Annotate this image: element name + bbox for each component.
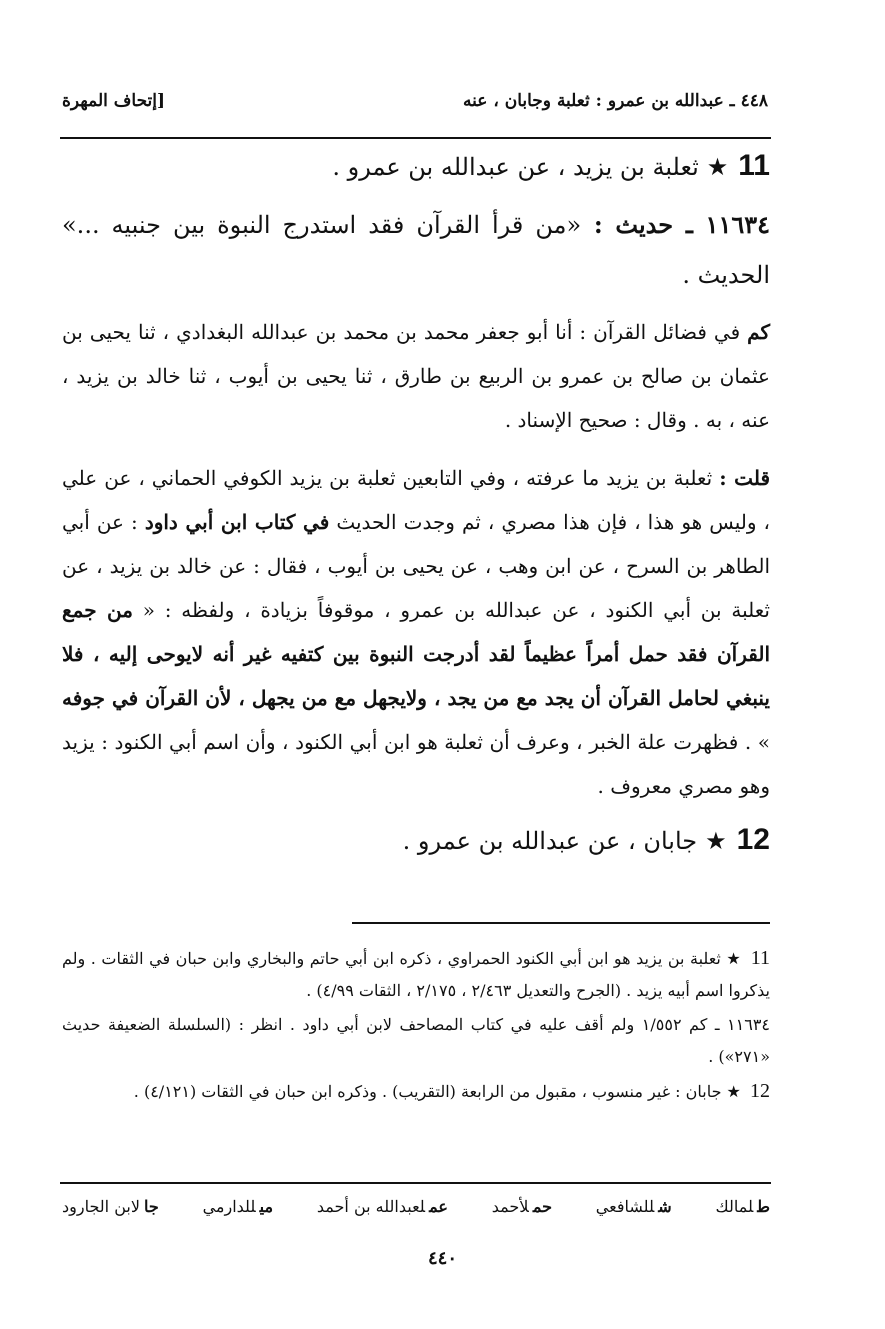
footnote-item: [62, 1075, 770, 1108]
entry-11-heading: [62, 146, 770, 187]
page-number: ٤٤٠: [427, 1248, 457, 1269]
footnote-number: 11: [750, 947, 770, 969]
entry-12-number: 12: [736, 823, 770, 856]
footnote-text: ١١٦٣٤ ـ كم ١/٥٥٢ ولم أقف عليه في كتاب المصاحف لابن أبي داود . انظر : (السلسلة الضعيفة حديث «٢٧١») .: [62, 1015, 770, 1066]
commentary-part-5: » . فظهرت علة الخبر ، وعرف أن ثعلبة هو ابن أبي الكنود ، وأن اسم أبي الكنود : يزيد وهو مصري معروف .: [62, 730, 770, 798]
hadith-heading: [62, 200, 770, 300]
footnotes: [62, 942, 770, 1110]
hadith-label: ١١٦٣٤ ـ حديث :: [593, 210, 770, 239]
running-header: [62, 84, 768, 118]
entry-12-text: جابان ، عن عبدالله بن عمرو .: [402, 827, 698, 855]
star-icon: ★: [706, 153, 729, 181]
footnote-number: 12: [750, 1080, 770, 1102]
star-icon: ★: [705, 827, 727, 855]
header-chapter-title: ٤٤٨ ـ عبدالله بن عمرو : ثعلبة وجابان ، عنه: [463, 91, 768, 111]
header-rule: [60, 137, 771, 139]
commentary-book-ref: في كتاب ابن أبي داود: [144, 510, 330, 534]
footnote-rule: [352, 922, 770, 924]
abbreviation-item: جالابن الجارود: [62, 1197, 159, 1216]
entry-11-text: ثعلبة بن يزيد ، عن عبدالله بن عمرو .: [332, 153, 699, 181]
footnote-item: [62, 942, 770, 1007]
source-code: كم: [747, 320, 771, 344]
abbreviation-item: عملعبدالله بن أحمد: [316, 1197, 448, 1216]
footnote-text: ★ جابان : غير منسوب ، مقبول من الرابعة (التقريب) . وذكره ابن حبان في الثقات (٤/١٢١) .: [133, 1082, 741, 1101]
paragraph-commentary: [62, 456, 770, 808]
header-book-title: [إتحاف المهرة: [62, 91, 166, 111]
hadith-text: «من قرأ القرآن فقد استدرج النبوة بين جنبيه ...» الحديث .: [62, 211, 770, 289]
paragraph-source: [62, 310, 770, 442]
abbreviation-key: [62, 1192, 770, 1222]
entry-12-heading: [62, 820, 770, 861]
commentary-part-1: ثعلبة بن يزيد ما عرفته ، وفي التابعين ثعلبة بن يزيد الكوفي الحماني ، عن علي ، وليس هو هذا ، فإن هذا مصري ، ثم وجدت الحديث: [62, 466, 771, 534]
abbreviation-item: طلمالك: [715, 1197, 770, 1216]
commentary-part-3: : عن أبي الطاهر بن السرح ، عن ابن وهب ، عن يحيى بن أيوب ، فقال : عن خالد بن يزيد ، عن ثعلبة بن أبي الكنود ، عن عبدالله بن عمرو ، موقوفاً بزيادة ، ولفظه : «: [62, 510, 770, 622]
footnote-text: ★ ثعلبة بن يزيد هو ابن أبي الكنود الحمراوي ، ذكره ابن أبي حاتم والبخاري وابن حبان في الثقات . ولم يذكروا اسم أبيه يزيد . (الجرح والتعديل ٢/٤٦٣ ، ٢/١٧٥ ، الثقات ٤/٩٩) .: [62, 949, 770, 1000]
abbreviation-item: شللشافعي: [595, 1197, 672, 1216]
abbreviation-item: ميللدارمي: [202, 1197, 274, 1216]
commentary-label: قلت :: [719, 466, 771, 490]
abbreviation-rule: [60, 1182, 771, 1184]
abbreviation-item: حملأحمد: [491, 1197, 552, 1216]
footnote-item: [62, 1009, 770, 1073]
entry-11-number: 11: [738, 149, 770, 182]
source-text: في فضائل القرآن : أنا أبو جعفر محمد بن محمد بن عبدالله البغدادي ، ثنا يحيى بن عثمان بن صالح بن عمرو بن الربيع بن طارق ، ثنا يحيى بن أيوب ، ثنا خالد بن يزيد ، عنه ، به . وقال : صحيح الإسناد .: [62, 320, 770, 432]
commentary-quote: من جمع القرآن فقد حمل أمراً عظيماً لقد أدرجت النبوة بين كتفيه غير أنه لايوحى إليه ، فلا ينبغي لحامل القرآن أن يجد مع من يجد ، ولايجهل مع من يجهل ، لأن القرآن في جوفه: [62, 598, 770, 710]
